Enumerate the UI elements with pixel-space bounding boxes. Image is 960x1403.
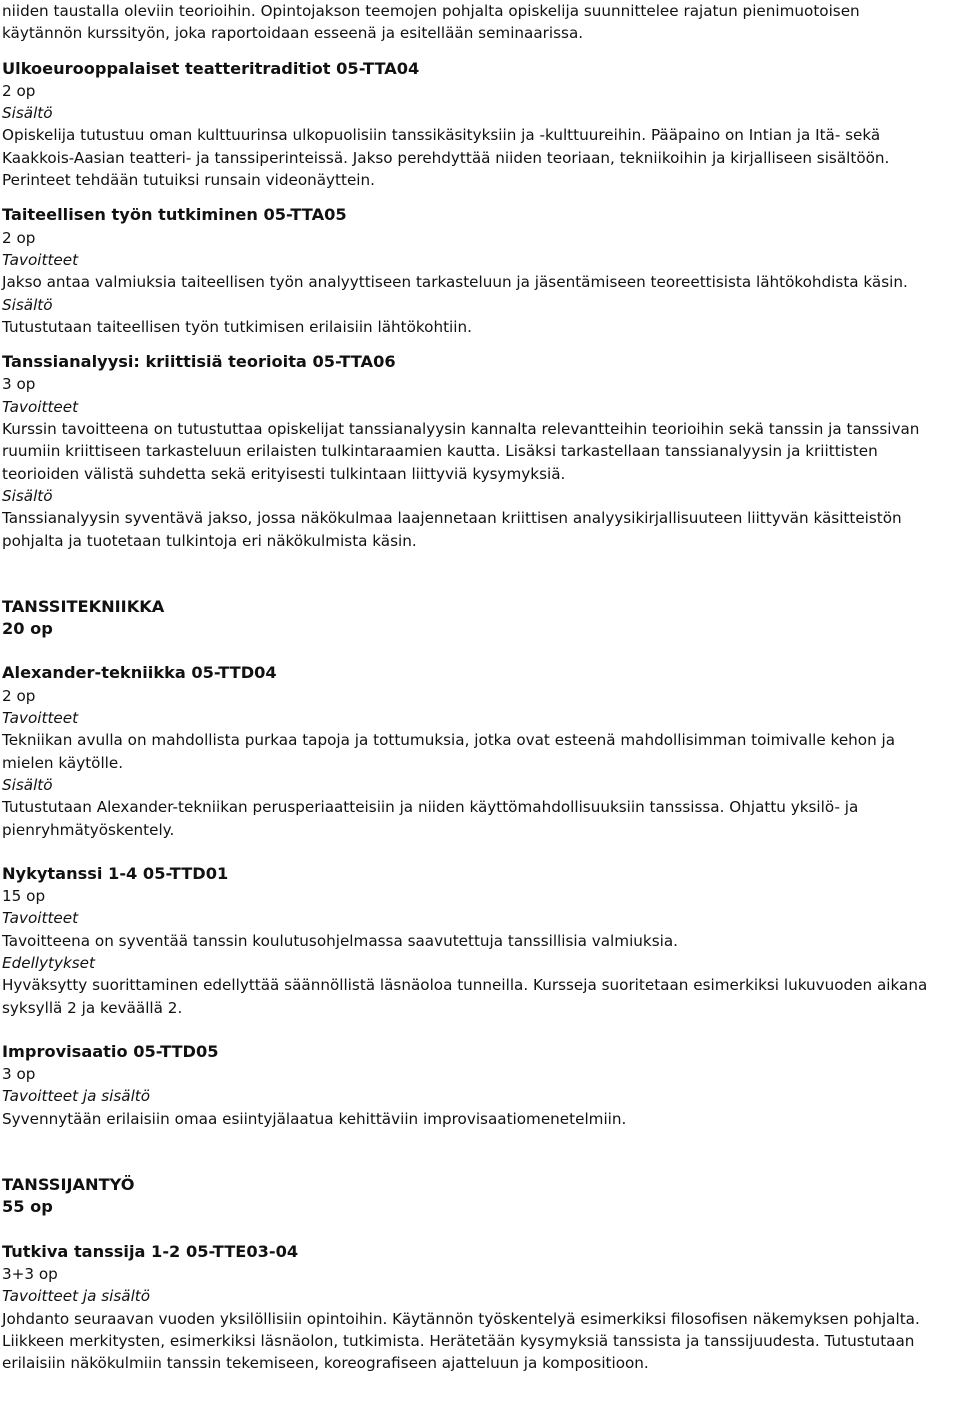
text-line: mielen käytölle. [2, 753, 124, 772]
goals-label: Tavoitteet [2, 250, 79, 269]
text-line: Tekniikan avulla on mahdollista purkaa tapoja ja tottumuksia, jotka ovat esteenä mahdollisimman toimivalle kehon ja [2, 731, 896, 750]
course-credits: 3 op [2, 1065, 36, 1084]
text-line: Tanssianalyysin syventävä jakso, jossa näkökulmaa laajennetaan kriittisen analyysikirjallisuuteen liittyvän käsitteistön [2, 509, 902, 528]
course-credits: 15 op [2, 887, 46, 906]
course-entry [2, 204, 958, 338]
course-title: Alexander-tekniikka 05-TTD04 [2, 663, 277, 683]
course-title: Tanssianalyysi: kriittisiä teorioita 05-TTA06 [2, 352, 396, 372]
course-title: Ulkoeurooppalaiset teatteritraditiot 05-TTA04 [2, 58, 420, 78]
text-line: niiden taustalla oleviin teorioihin. Opintojakson teemojen pohjalta opiskelija suunnittelee rajatun pienimuotoisen [2, 2, 860, 20]
course-credits: 3 op [2, 375, 36, 394]
content-label: Sisältö [2, 295, 53, 314]
content-label: Sisältö [2, 775, 53, 794]
content-label: Sisältö [2, 104, 53, 123]
course-entry [2, 351, 958, 552]
section-header [2, 596, 958, 641]
course-title: Improvisaatio 05-TTD05 [2, 1041, 219, 1061]
text-line: Tutustutaan taiteellisen työn tutkimisen erilaisiin lähtökohtiin. [2, 317, 472, 336]
text-line: pohjalta ja tuotetaan tulkintoja eri näkökulmista käsin. [2, 531, 417, 550]
text-line: syksyllä 2 ja keväällä 2. [2, 998, 183, 1017]
text-line: Jakso antaa valmiuksia taiteellisen työn analyyttiseen tarkasteluun ja jäsentämiseen teoreettisista lähtökohdista käsin. [2, 273, 908, 292]
goals-label: Tavoitteet [2, 709, 79, 728]
course-entry [2, 863, 958, 1019]
text-line: Syvennytään erilaisiin omaa esiintyjälaatua kehittäviin improvisaatiomenetelmiin. [2, 1109, 627, 1128]
goals-content-label: Tavoitteet ja sisältö [2, 1087, 151, 1106]
section-header [2, 1174, 958, 1219]
course-title: Nykytanssi 1-4 05-TTD01 [2, 863, 229, 883]
document-page [2, 0, 958, 1374]
course-entry [2, 1041, 958, 1130]
text-line: Hyväksytty suorittaminen edellyttää säännöllistä läsnäoloa tunneilla. Kursseja suoritetaan esimerkiksi lukuvuoden aikana [2, 976, 928, 995]
course-credits: 2 op [2, 81, 36, 100]
section-title: TANSSIJANTYÖ [2, 1175, 135, 1195]
text-line: Kaakkois-Aasian teatteri- ja tanssiperinteissä. Jakso perehdyttää niiden teoriaan, tekniikoihin ja kirjalliseen sisältöön. [2, 148, 890, 167]
text-line: Tavoitteena on syventää tanssin koulutusohjelmassa saavutettuja tanssillisia valmiuksia. [2, 931, 678, 950]
text-line: Opiskelija tutustuu oman kulttuurinsa ulkopuolisiin tanssikäsityksiin ja -kulttuureihin. Pääpaino on Intian ja Itä- sekä [2, 126, 881, 145]
course-entry [2, 58, 958, 192]
text-line: Tutustutaan Alexander-tekniikan perusperiaatteisiin ja niiden käyttömahdollisuuksiin tanssissa. Ohjattu yksilö- ja [2, 798, 859, 817]
text-line: erilaisiin näkökulmiin tanssin tekemiseen, koreografiseen ajatteluun ja kompositioon. [2, 1354, 649, 1373]
prerequisites-label: Edellytykset [2, 953, 95, 972]
intro-paragraph [2, 0, 958, 45]
text-line: Johdanto seuraavan vuoden yksilöllisiin opintoihin. Käytännön työskentelyä esimerkiksi filosofisen näkemyksen pohjalta. [2, 1309, 920, 1328]
course-entry [2, 662, 958, 840]
course-title: Tutkiva tanssija 1-2 05-TTE03-04 [2, 1241, 299, 1261]
course-credits: 2 op [2, 228, 36, 247]
text-line: teorioiden välistä suhdetta sekä erityisesti tulkintaan liittyviä kysymyksiä. [2, 464, 566, 483]
course-credits: 3+3 op [2, 1264, 58, 1283]
section-credits: 20 op [2, 619, 53, 639]
course-title: Taiteellisen työn tutkiminen 05-TTA05 [2, 205, 347, 225]
text-line: käytännön kurssityön, joka raportoidaan esseenä ja esitellään seminaarissa. [2, 24, 584, 43]
text-line: Kurssin tavoitteena on tutustuttaa opiskelijat tanssianalyysin kannalta relevantteihin teorioihin sekä tanssin ja tanssivan [2, 420, 920, 439]
course-credits: 2 op [2, 686, 36, 705]
text-line: pienryhmätyöskentely. [2, 820, 175, 839]
goals-label: Tavoitteet [2, 909, 79, 928]
section-title: TANSSITEKNIIKKA [2, 596, 165, 616]
text-line: Liikkeen merkitysten, esimerkiksi läsnäolon, tutkimista. Herätetään kysymyksiä tanssista ja tanssijuudesta. Tutustutaan [2, 1331, 915, 1350]
section-credits: 55 op [2, 1197, 53, 1217]
text-line: ruumiin kriittiseen tarkasteluun erilaisten tulkintaraamien kautta. Lisäksi tarkastellaan tanssianalyysin ja kriittisten [2, 442, 878, 461]
course-entry [2, 1241, 958, 1375]
text-line: Perinteet tehdään tutuiksi runsain videonäyttein. [2, 171, 375, 190]
goals-content-label: Tavoitteet ja sisältö [2, 1287, 151, 1306]
content-label: Sisältö [2, 486, 53, 505]
goals-label: Tavoitteet [2, 397, 79, 416]
